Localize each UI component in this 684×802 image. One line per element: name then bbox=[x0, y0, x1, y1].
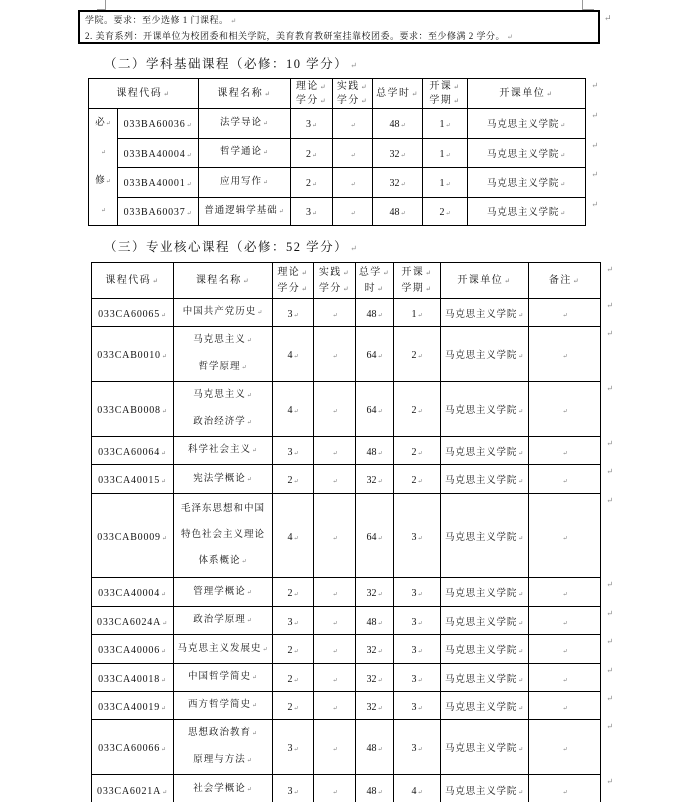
cell-term: 1 ↵ bbox=[423, 109, 468, 139]
header-theory-credits: 理论 ↵ 学分 ↵ bbox=[273, 263, 314, 299]
cell-course-code: 033BA40001 ↵ bbox=[118, 168, 199, 198]
cell-theory-credits: 4 ↵ bbox=[273, 382, 314, 437]
cell-theory-credits: 2 ↵ bbox=[291, 138, 333, 168]
header-unit: 开课单位 ↵ ↵ bbox=[468, 79, 586, 109]
header-practice-credits: 实践 ↵ 学分 ↵ bbox=[333, 79, 373, 109]
cell-practice-credits bbox=[314, 465, 356, 494]
cell-course-name: 马克思主义 ↵ 哲学原理 ↵ bbox=[174, 327, 273, 382]
cell-course-name: 西方哲学简史 ↵ bbox=[174, 692, 273, 720]
cell-note bbox=[529, 327, 601, 382]
cell-course-code: 033CA6024A ↵ bbox=[92, 607, 174, 635]
cell-term: 3 ↵ bbox=[394, 692, 441, 720]
cell-term: 3 ↵ bbox=[394, 578, 441, 607]
cell-course-name: 中国哲学简史 ↵ bbox=[174, 664, 273, 692]
cell-term: 2 ↵ bbox=[394, 465, 441, 494]
cell-theory-credits: 2 ↵ bbox=[273, 465, 314, 494]
cell-practice-credits bbox=[314, 382, 356, 437]
cell-unit: 马克思主义学院 ↵ bbox=[441, 635, 529, 664]
cell-note bbox=[529, 494, 601, 578]
cell-practice-credits bbox=[333, 197, 373, 226]
table-row bbox=[92, 578, 601, 607]
cell-total-hours: 64 ↵ bbox=[356, 327, 394, 382]
cell-term: 3 ↵ bbox=[394, 607, 441, 635]
cell-total-hours: 32 ↵ bbox=[373, 168, 423, 198]
note-line: 学院。要求：至少选修 1 门课程。 ↵ bbox=[85, 13, 598, 29]
cell-unit: 马克思主义学院 ↵ bbox=[441, 327, 529, 382]
cell-theory-credits: 4 ↵ bbox=[273, 327, 314, 382]
header-course-name: 课程名称 ↵ bbox=[199, 79, 291, 109]
cell-course-code: 033CAB0009 ↵ bbox=[92, 494, 174, 578]
cell-theory-credits: 4 ↵ bbox=[273, 494, 314, 578]
table-row bbox=[92, 382, 601, 437]
cell-note bbox=[529, 720, 601, 775]
cell-note bbox=[529, 607, 601, 635]
table-row bbox=[89, 168, 586, 198]
cell-note bbox=[529, 437, 601, 465]
cell-unit: 马克思主义学院 ↵ bbox=[441, 607, 529, 635]
cell-total-hours: 48 ↵ bbox=[373, 197, 423, 226]
cell-unit: 马克思主义学院 ↵ bbox=[441, 437, 529, 465]
section-3-title: （三）专业核心课程（必修：52 学分） ↵ bbox=[104, 237, 358, 255]
cell-total-hours: 48 ↵ bbox=[356, 437, 394, 465]
cell-unit: 马克思主义学院 ↵ ↵ bbox=[468, 197, 586, 226]
cell-theory-credits: 2 ↵ bbox=[273, 692, 314, 720]
note-line: 2. 美育系列：开课单位为校团委和相关学院，美育教育教研室挂靠校团委。要求：至少修满 2 学分。 ↵ bbox=[85, 29, 598, 45]
cell-total-hours: 32 ↵ bbox=[356, 635, 394, 664]
cell-unit: 马克思主义学院 ↵ bbox=[441, 465, 529, 494]
cell-course-name: 宪法学概论 ↵ bbox=[174, 465, 273, 494]
cell-course-name: 社会学概论 ↵ bbox=[174, 775, 273, 802]
cell-course-name: 马克思主义发展史 ↵ bbox=[174, 635, 273, 664]
header-theory-credits: 理论 ↵ 学分 ↵ bbox=[291, 79, 333, 109]
table-row bbox=[92, 720, 601, 775]
cell-practice-credits bbox=[314, 607, 356, 635]
cell-theory-credits: 2 ↵ bbox=[291, 168, 333, 198]
header-total-hours: 总学 ↵ 时 ↵ bbox=[356, 263, 394, 299]
cell-term: 2 ↵ bbox=[394, 327, 441, 382]
cell-term: 4 ↵ bbox=[394, 775, 441, 802]
cell-course-name: 法学导论 ↵ bbox=[199, 109, 291, 139]
cell-note bbox=[529, 578, 601, 607]
cell-total-hours: 32 ↵ bbox=[373, 138, 423, 168]
cell-practice-credits bbox=[333, 138, 373, 168]
cell-practice-credits bbox=[314, 635, 356, 664]
cell-course-code: 033CA60066 ↵ bbox=[92, 720, 174, 775]
cell-practice-credits bbox=[314, 578, 356, 607]
header-course-code: 课程代码 ↵ bbox=[89, 79, 199, 109]
cell-practice-credits bbox=[314, 437, 356, 465]
cell-course-code: 033CAB0008 ↵ bbox=[92, 382, 174, 437]
cell-course-name: 普通逻辑学基础 ↵ bbox=[199, 197, 291, 226]
margin-crop-mark-right bbox=[582, 0, 594, 10]
table-row bbox=[92, 437, 601, 465]
header-term: 开课 ↵ 学期 ↵ bbox=[394, 263, 441, 299]
cell-course-code: 033BA40004 ↵ bbox=[118, 138, 199, 168]
header-note: 备注 ↵ ↵ bbox=[529, 263, 601, 299]
cell-practice-credits bbox=[314, 775, 356, 802]
table-header-row bbox=[89, 79, 586, 109]
cell-total-hours: 64 ↵ bbox=[356, 494, 394, 578]
cell-theory-credits: 3 ↵ bbox=[273, 299, 314, 327]
cell-course-name: 毛泽东思想和中国 特色社会主义理论 体系概论 ↵ bbox=[174, 494, 273, 578]
table-row bbox=[92, 299, 601, 327]
cell-theory-credits: 2 ↵ bbox=[273, 664, 314, 692]
cell-practice-credits bbox=[314, 299, 356, 327]
cell-course-name: 科学社会主义 ↵ bbox=[174, 437, 273, 465]
cell-unit: 马克思主义学院 ↵ bbox=[441, 382, 529, 437]
cell-term: 3 ↵ bbox=[394, 664, 441, 692]
cell-course-name: 哲学通论 ↵ bbox=[199, 138, 291, 168]
cell-total-hours: 48 ↵ bbox=[356, 720, 394, 775]
table-row bbox=[92, 465, 601, 494]
cell-course-name: 马克思主义 ↵ 政治经济学 ↵ bbox=[174, 382, 273, 437]
cell-term: 1 ↵ bbox=[394, 299, 441, 327]
table-row bbox=[92, 692, 601, 720]
cell-practice-credits bbox=[314, 692, 356, 720]
cell-note bbox=[529, 775, 601, 802]
table-row bbox=[89, 138, 586, 168]
table-row bbox=[92, 635, 601, 664]
cell-course-code: 033BA60037 ↵ bbox=[118, 197, 199, 226]
cell-theory-credits: 3 ↵ bbox=[273, 720, 314, 775]
cell-total-hours: 48 ↵ bbox=[356, 607, 394, 635]
cell-term: 3 ↵ bbox=[394, 635, 441, 664]
cell-note bbox=[529, 692, 601, 720]
cell-note bbox=[529, 465, 601, 494]
cell-term: 1 ↵ bbox=[423, 168, 468, 198]
cell-term: 2 ↵ bbox=[394, 437, 441, 465]
cell-theory-credits: 2 ↵ bbox=[273, 578, 314, 607]
cell-course-code: 033CA40006 ↵ bbox=[92, 635, 174, 664]
cell-course-code: 033BA60036 ↵ bbox=[118, 109, 199, 139]
cell-course-name: 政治学原理 ↵ bbox=[174, 607, 273, 635]
cell-unit: 马克思主义学院 ↵ ↵ bbox=[468, 168, 586, 198]
cell-note bbox=[529, 382, 601, 437]
core-courses-table bbox=[91, 262, 601, 802]
cell-course-name: 思想政治教育 ↵ 原理与方法 ↵ bbox=[174, 720, 273, 775]
cell-term: 2 ↵ bbox=[423, 197, 468, 226]
cell-unit: 马克思主义学院 ↵ bbox=[441, 775, 529, 802]
cell-total-hours: 32 ↵ bbox=[356, 664, 394, 692]
cell-note bbox=[529, 635, 601, 664]
cell-course-code: 033CA6021A ↵ bbox=[92, 775, 174, 802]
cell-course-code: 033CA40004 ↵ bbox=[92, 578, 174, 607]
cell-course-code: 033CA40019 ↵ bbox=[92, 692, 174, 720]
table-row bbox=[92, 775, 601, 802]
cell-practice-credits bbox=[314, 664, 356, 692]
cell-unit: 马克思主义学院 ↵ bbox=[441, 578, 529, 607]
cell-course-name: 应用写作 ↵ bbox=[199, 168, 291, 198]
section-2-title: （二）学科基础课程（必修：10 学分） ↵ bbox=[104, 54, 358, 72]
required-category-cell: 必 ↵ ↵ 修 ↵ ↵ bbox=[89, 109, 118, 226]
cell-term: 3 ↵ bbox=[394, 720, 441, 775]
table-header-row bbox=[92, 263, 601, 299]
header-term: 开课 ↵ 学期 ↵ bbox=[423, 79, 468, 109]
cell-course-name: 管理学概论 ↵ bbox=[174, 578, 273, 607]
cell-total-hours: 32 ↵ bbox=[356, 692, 394, 720]
cell-total-hours: 32 ↵ bbox=[356, 578, 394, 607]
cell-total-hours: 32 ↵ bbox=[356, 465, 394, 494]
cell-unit: 马克思主义学院 ↵ bbox=[441, 664, 529, 692]
cell-unit: 马克思主义学院 ↵ bbox=[441, 299, 529, 327]
cell-practice-credits bbox=[333, 168, 373, 198]
table-row bbox=[89, 109, 586, 139]
cell-term: 1 ↵ bbox=[423, 138, 468, 168]
cell-theory-credits: 3 ↵ bbox=[291, 197, 333, 226]
paragraph-mark-icon: ↵ bbox=[604, 13, 612, 23]
cell-course-code: 033CAB0010 ↵ bbox=[92, 327, 174, 382]
cell-theory-credits: 2 ↵ bbox=[273, 635, 314, 664]
cell-note bbox=[529, 299, 601, 327]
cell-practice-credits bbox=[314, 720, 356, 775]
cell-course-code: 033CA60064 ↵ bbox=[92, 437, 174, 465]
cell-course-name: 中国共产党历史 ↵ bbox=[174, 299, 273, 327]
margin-crop-mark-left bbox=[97, 0, 106, 10]
table-row bbox=[92, 327, 601, 382]
cell-course-code: 033CA40015 ↵ bbox=[92, 465, 174, 494]
cell-term: 2 ↵ bbox=[394, 382, 441, 437]
header-unit: 开课单位 ↵ bbox=[441, 263, 529, 299]
cell-theory-credits: 3 ↵ bbox=[291, 109, 333, 139]
cell-unit: 马克思主义学院 ↵ bbox=[441, 720, 529, 775]
cell-unit: 马克思主义学院 ↵ ↵ bbox=[468, 109, 586, 139]
cell-total-hours: 64 ↵ bbox=[356, 382, 394, 437]
header-practice-credits: 实践 ↵ 学分 ↵ bbox=[314, 263, 356, 299]
cell-course-code: 033CA60065 ↵ bbox=[92, 299, 174, 327]
table-row bbox=[89, 197, 586, 226]
cell-practice-credits bbox=[333, 109, 373, 139]
cell-note bbox=[529, 664, 601, 692]
table-row bbox=[92, 494, 601, 578]
header-course-code: 课程代码 ↵ bbox=[92, 263, 174, 299]
cell-theory-credits: 3 ↵ bbox=[273, 775, 314, 802]
cell-unit: 马克思主义学院 ↵ ↵ bbox=[468, 138, 586, 168]
cell-course-code: 033CA40018 ↵ bbox=[92, 664, 174, 692]
cell-unit: 马克思主义学院 ↵ bbox=[441, 692, 529, 720]
table-row bbox=[92, 607, 601, 635]
cell-theory-credits: 3 ↵ bbox=[273, 437, 314, 465]
header-course-name: 课程名称 ↵ bbox=[174, 263, 273, 299]
cell-practice-credits bbox=[314, 327, 356, 382]
note-box bbox=[78, 10, 600, 44]
header-total-hours: 总学时 ↵ bbox=[373, 79, 423, 109]
cell-total-hours: 48 ↵ bbox=[356, 775, 394, 802]
basic-courses-table bbox=[88, 78, 586, 226]
cell-term: 3 ↵ bbox=[394, 494, 441, 578]
cell-unit: 马克思主义学院 ↵ bbox=[441, 494, 529, 578]
cell-theory-credits: 3 ↵ bbox=[273, 607, 314, 635]
cell-total-hours: 48 ↵ bbox=[373, 109, 423, 139]
table-row bbox=[92, 664, 601, 692]
cell-total-hours: 48 ↵ bbox=[356, 299, 394, 327]
cell-practice-credits bbox=[314, 494, 356, 578]
